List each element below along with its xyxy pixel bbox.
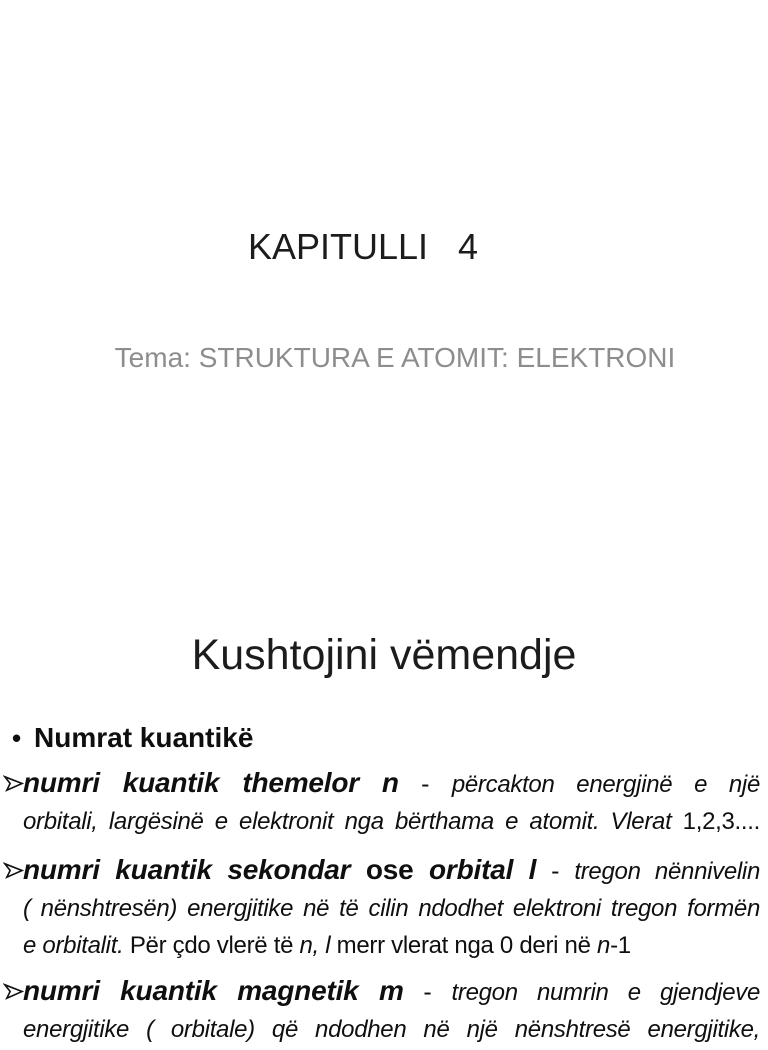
text-run: 1,2,3.... (682, 808, 761, 835)
arrow-bullet-icon (3, 860, 24, 881)
text-line (23, 853, 760, 892)
text-run: numri kuantik themelor n (23, 767, 399, 798)
text-line (23, 974, 760, 1013)
text-run: përcakton energjinë e një (451, 771, 760, 798)
text-run: energjitike ( orbitale) që ndodhen në një nënshtresë energjitike, (23, 1016, 760, 1043)
text-run: tregon numrin e gjendjeve (451, 979, 761, 1006)
bullet-heading-label: Numrat kuantikë (34, 722, 254, 753)
text-run: Vlerat (610, 808, 683, 835)
text-run: Për çdo vlerë të (129, 932, 300, 959)
text-run: n (597, 932, 611, 959)
text-line (23, 766, 760, 805)
text-run: numri kuantik magnetik m (23, 975, 404, 1006)
text-line (23, 1013, 760, 1050)
list-item (10, 766, 760, 842)
list-item (10, 974, 760, 1050)
text-run: - (403, 978, 452, 1006)
list-item (10, 853, 760, 966)
bullet-dot-icon: • (12, 723, 22, 753)
text-run: -1 (610, 932, 631, 959)
body-text-block (10, 721, 760, 1050)
text-run: ( nënshtresën) energjitike në të cilin ndodhet elektroni tregon formën (23, 895, 760, 922)
text-run: e orbitalit. (23, 932, 130, 959)
text-run: merr vlerat nga 0 deri në (336, 932, 597, 959)
chapter-title: KAPITULLI 4 (247, 226, 479, 267)
text-line (23, 929, 760, 966)
section-heading: Kushtojini vëmendje (191, 631, 577, 679)
text-line (23, 892, 760, 929)
bullet-heading (10, 721, 760, 755)
arrow-bullet-icon (3, 773, 24, 794)
text-run: numri kuantik sekondar (23, 854, 366, 885)
text-run: tregon nënnivelin (574, 858, 761, 885)
text-run: - (398, 770, 452, 798)
arrow-bullet-icon (3, 981, 24, 1002)
text-run: ose (365, 854, 430, 885)
items-list (10, 766, 760, 1050)
text-run: - (536, 857, 575, 885)
text-run: orbitali, largësinë e elektronit nga bërthama e atomit. (23, 808, 611, 835)
topic-subtitle: Tema: STRUKTURA E ATOMIT: ELEKTRONI (114, 342, 676, 373)
text-line (23, 805, 760, 842)
text-run: n, l (299, 932, 337, 959)
text-run: orbital l (429, 854, 537, 885)
